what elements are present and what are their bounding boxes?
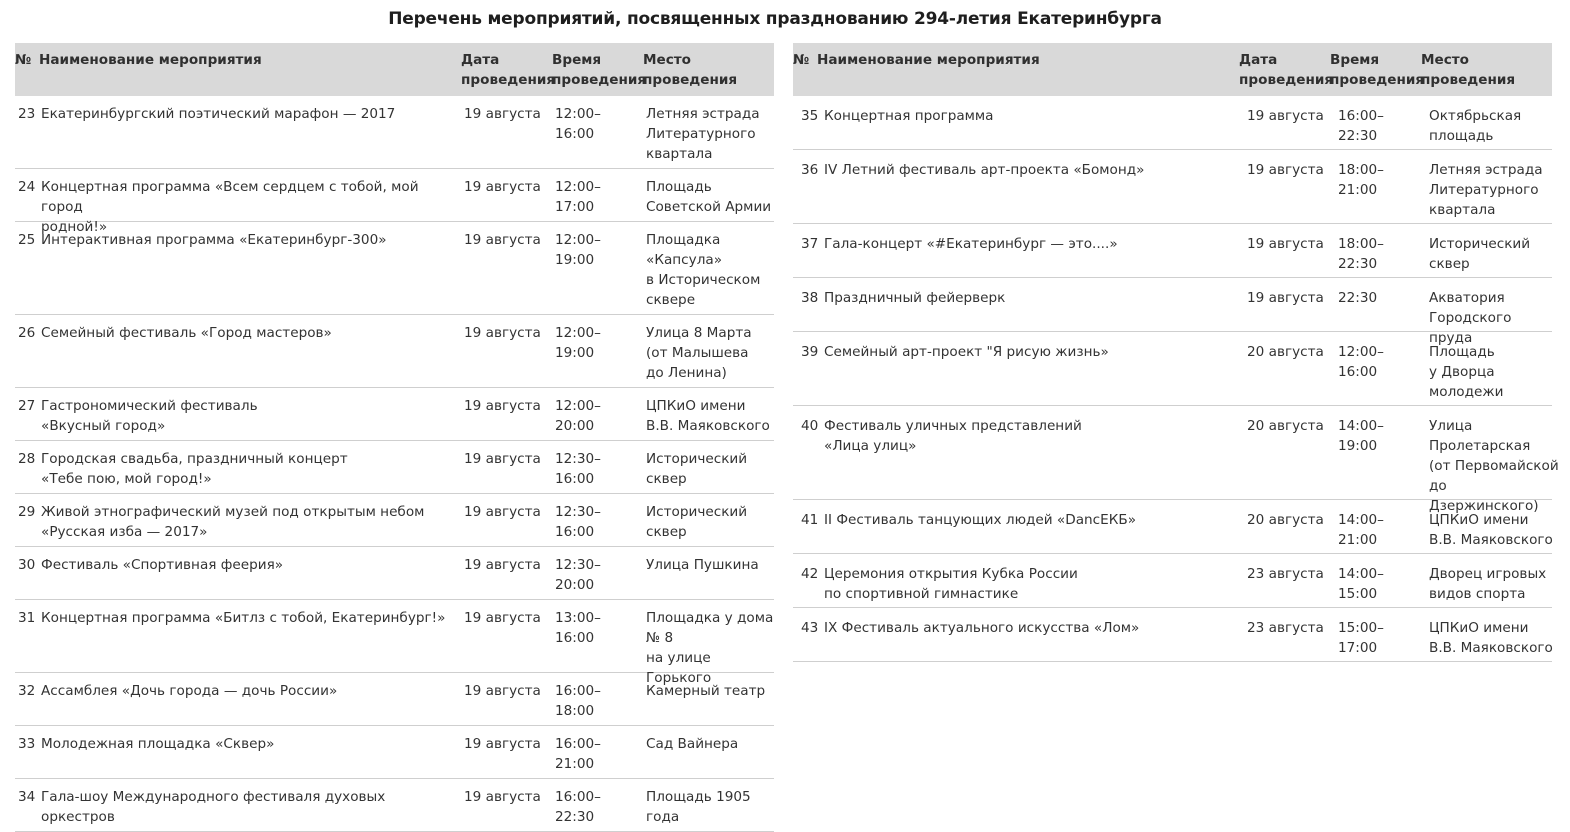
event-time-line: 22:30 xyxy=(555,809,595,825)
table-row xyxy=(15,315,774,388)
table-row xyxy=(15,441,774,494)
event-name xyxy=(41,230,456,250)
event-time-line: 16:00 xyxy=(1338,364,1378,380)
event-place xyxy=(1429,234,1559,274)
table-row xyxy=(793,150,1552,224)
event-time-line: 21:00 xyxy=(555,756,595,772)
event-name-line: Фестиваль уличных представлений xyxy=(824,418,1082,434)
event-place-line: Камерный театр xyxy=(646,683,766,699)
row-number: 37 xyxy=(801,236,819,252)
event-name xyxy=(41,681,456,701)
event-time xyxy=(555,681,625,721)
row-number: 40 xyxy=(801,418,819,434)
row-number: 39 xyxy=(801,344,819,360)
table-header xyxy=(793,43,1552,96)
table-row xyxy=(15,222,774,315)
event-name xyxy=(824,234,1239,254)
event-time-line: 18:00– xyxy=(1338,162,1384,178)
event-place-line: Исторический xyxy=(1429,236,1531,252)
event-time-line: 20:00 xyxy=(555,577,595,593)
event-place-line: В.В. Маяковского xyxy=(1429,640,1553,656)
event-time-line: 21:00 xyxy=(1338,532,1378,548)
event-name-line: Гала-шоу Международного фестиваля духовых оркестров xyxy=(41,789,386,825)
event-time xyxy=(1338,564,1408,604)
page-title: Перечень мероприятий, посвященных празднованию 294-летия Екатеринбурга xyxy=(388,9,1162,29)
event-date: 20 августа xyxy=(1247,344,1324,360)
event-date: 19 августа xyxy=(1247,290,1324,306)
event-time-line: 12:00– xyxy=(555,325,601,341)
event-place xyxy=(1429,106,1559,146)
event-time-line: 17:00 xyxy=(1338,640,1378,656)
event-place-line: В.В. Маяковского xyxy=(646,418,770,434)
event-time-line: 16:00 xyxy=(555,630,595,646)
event-date: 19 августа xyxy=(1247,162,1324,178)
row-number: 42 xyxy=(801,566,819,582)
event-date: 19 августа xyxy=(464,106,541,122)
event-place-line: Летняя эстрада xyxy=(1429,162,1543,178)
event-place-line: сквер xyxy=(646,524,687,540)
row-number: 31 xyxy=(18,610,36,626)
event-place-line: Улица xyxy=(1429,418,1473,434)
event-place-line: Улица 8 Марта xyxy=(646,325,752,341)
event-time xyxy=(555,177,625,217)
event-name-line: Семейный арт-проект "Я рисую жизнь» xyxy=(824,344,1109,360)
event-date: 19 августа xyxy=(464,451,541,467)
event-time xyxy=(1338,288,1408,308)
event-name-line: Церемония открытия Кубка России xyxy=(824,566,1078,582)
event-place xyxy=(646,555,776,575)
event-time xyxy=(555,449,625,489)
event-place-line: года xyxy=(646,809,680,825)
event-time-line: 21:00 xyxy=(1338,182,1378,198)
header-time: Время проведения xyxy=(552,52,647,88)
table-row xyxy=(15,779,774,832)
event-place xyxy=(1429,160,1559,220)
event-time-line: 12:00– xyxy=(1338,344,1384,360)
event-place-line: видов спорта xyxy=(1429,586,1526,602)
table-header xyxy=(15,43,774,96)
event-time-line: 12:30– xyxy=(555,504,601,520)
event-time-line: 12:30– xyxy=(555,557,601,573)
event-name-line: «Тебе пою, мой город!» xyxy=(41,471,212,487)
event-name xyxy=(824,106,1239,126)
table-row xyxy=(793,224,1552,278)
row-number: 33 xyxy=(18,736,36,752)
event-name xyxy=(824,288,1239,308)
event-name-line: Ассамблея «Дочь города — дочь России» xyxy=(41,683,338,699)
row-number: 26 xyxy=(18,325,36,341)
event-time xyxy=(555,608,625,648)
event-time xyxy=(1338,106,1408,146)
event-name xyxy=(41,449,456,489)
event-date: 19 августа xyxy=(464,398,541,414)
event-time xyxy=(555,323,625,363)
event-place-line: Площадка xyxy=(646,232,721,248)
event-time-line: 16:00– xyxy=(555,683,601,699)
event-place-line: молодежи xyxy=(1429,384,1504,400)
event-date: 19 августа xyxy=(1247,236,1324,252)
event-place-line: у Дворца xyxy=(1429,364,1495,380)
event-time-line: 13:00– xyxy=(555,610,601,626)
header-date: Дата проведения xyxy=(1239,52,1334,88)
event-name xyxy=(41,104,456,124)
event-name xyxy=(824,510,1239,530)
table-row xyxy=(15,388,774,441)
event-date: 19 августа xyxy=(464,610,541,626)
event-place xyxy=(646,449,776,489)
event-name xyxy=(41,734,456,754)
event-place-line: Советской Армии xyxy=(646,199,772,215)
row-number: 41 xyxy=(801,512,819,528)
table-row xyxy=(15,494,774,547)
event-date: 20 августа xyxy=(1247,418,1324,434)
event-name xyxy=(41,502,456,542)
table-row xyxy=(793,278,1552,346)
event-time-line: 12:00– xyxy=(555,232,601,248)
header-place: Место проведения xyxy=(643,52,738,88)
event-place-line: Акватория xyxy=(1429,290,1505,306)
header-place: Место проведения xyxy=(1421,52,1516,88)
header-date: Дата проведения xyxy=(461,52,556,88)
event-name-line: родной!» xyxy=(41,219,108,235)
event-name-line: Праздничный фейерверк xyxy=(824,290,1006,306)
event-name xyxy=(824,342,1239,362)
event-place-line: сквере xyxy=(646,292,696,308)
event-time-line: 16:00– xyxy=(555,736,601,752)
row-number: 43 xyxy=(801,620,819,636)
event-place-line: Литературного xyxy=(646,126,756,142)
event-place-line: Исторический xyxy=(646,504,748,520)
row-number: 27 xyxy=(18,398,36,414)
event-place-line: Площадка у дома xyxy=(646,610,774,626)
event-place-line: Дворец игровых xyxy=(1429,566,1547,582)
event-time-line: 16:00 xyxy=(555,471,595,487)
event-time-line: 17:00 xyxy=(555,199,595,215)
event-place xyxy=(646,502,776,542)
event-time-line: 12:30– xyxy=(555,451,601,467)
event-name xyxy=(41,555,456,575)
event-time-line: 18:00 xyxy=(555,703,595,719)
event-date: 19 августа xyxy=(464,232,541,248)
event-time xyxy=(1338,416,1408,456)
event-time-line: 15:00 xyxy=(1338,586,1378,602)
event-place-line: до Ленина) xyxy=(646,365,727,381)
event-place xyxy=(646,104,776,164)
row-number: 25 xyxy=(18,232,36,248)
event-name-line: Семейный фестиваль «Город мастеров» xyxy=(41,325,332,341)
event-date: 19 августа xyxy=(464,504,541,520)
event-time xyxy=(555,230,625,270)
event-place-line: Площадь xyxy=(1429,344,1495,360)
event-time-line: 16:00– xyxy=(1338,108,1384,124)
event-name xyxy=(824,160,1239,180)
event-date: 19 августа xyxy=(464,557,541,573)
row-number: 24 xyxy=(18,179,36,195)
event-time-line: 15:00– xyxy=(1338,620,1384,636)
event-place-line: «Капсула» xyxy=(646,252,723,268)
event-name-line: Интерактивная программа «Екатеринбург-300» xyxy=(41,232,387,248)
event-place-line: Пролетарская xyxy=(1429,438,1531,454)
table-row xyxy=(793,554,1552,608)
event-place-line: до Дзержинского) xyxy=(1429,478,1539,514)
event-time-line: 22:30 xyxy=(1338,256,1378,272)
event-time-line: 14:00– xyxy=(1338,418,1384,434)
table-row xyxy=(15,96,774,169)
table-row xyxy=(793,96,1552,150)
row-number: 38 xyxy=(801,290,819,306)
event-name-line: Концертная программа «Битлз с тобой, Екатеринбург!» xyxy=(41,610,446,626)
events-table-right xyxy=(793,43,1559,662)
event-place xyxy=(646,787,776,827)
table-row xyxy=(793,500,1552,554)
event-time xyxy=(1338,618,1408,658)
event-place-line: В.В. Маяковского xyxy=(1429,532,1553,548)
event-time-line: 22:30 xyxy=(1338,128,1378,144)
event-date: 19 августа xyxy=(464,325,541,341)
event-time-line: 22:30 xyxy=(1338,290,1378,306)
event-time-line: 20:00 xyxy=(555,418,595,434)
header-time: Время проведения xyxy=(1330,52,1425,88)
event-time xyxy=(1338,342,1408,382)
row-number: 34 xyxy=(18,789,36,805)
event-name-line: Концертная программа xyxy=(824,108,994,124)
event-place-line: Площадь xyxy=(646,179,712,195)
header-number: № xyxy=(15,52,32,68)
event-name xyxy=(824,564,1239,604)
event-time xyxy=(555,396,625,436)
table-row xyxy=(15,547,774,600)
event-time xyxy=(555,787,625,827)
event-name-line: Гала-концерт «#Екатеринбург — это....» xyxy=(824,236,1118,252)
event-place xyxy=(1429,342,1559,402)
event-time xyxy=(555,104,625,144)
event-place-line: Городского пруда xyxy=(1429,310,1512,346)
event-name-line: Живой этнографический музей под открытым небом xyxy=(41,504,425,520)
event-name xyxy=(824,618,1239,638)
header-event-name: Наименование мероприятия xyxy=(39,52,262,68)
event-time-line: 12:00– xyxy=(555,106,601,122)
event-place-line: (от Первомайской xyxy=(1429,458,1559,474)
event-name-line: IX Фестиваль актуального искусства «Лом» xyxy=(824,620,1140,636)
event-place-line: в Историческом xyxy=(646,272,761,288)
event-name-line: «Вкусный город» xyxy=(41,418,166,434)
table-row xyxy=(15,726,774,779)
header-number: № xyxy=(793,52,810,68)
event-time-line: 18:00– xyxy=(1338,236,1384,252)
row-number: 36 xyxy=(801,162,819,178)
event-time-line: 16:00 xyxy=(555,524,595,540)
row-number: 29 xyxy=(18,504,36,520)
event-place xyxy=(646,177,776,217)
event-time-line: 12:00– xyxy=(555,179,601,195)
event-time-line: 16:00– xyxy=(555,789,601,805)
event-place xyxy=(646,323,776,383)
event-place-line: ЦПКиО имени xyxy=(646,398,746,414)
event-date: 23 августа xyxy=(1247,620,1324,636)
event-name-line: Гастрономический фестиваль xyxy=(41,398,258,414)
table-row xyxy=(15,169,774,235)
event-place xyxy=(646,230,776,310)
event-date: 19 августа xyxy=(464,736,541,752)
row-number: 32 xyxy=(18,683,36,699)
event-place-line: Площадь 1905 xyxy=(646,789,751,805)
event-time xyxy=(555,555,625,595)
event-place-line: сквер xyxy=(1429,256,1470,272)
event-date: 19 августа xyxy=(464,179,541,195)
event-time-line: 19:00 xyxy=(1338,438,1378,454)
event-time xyxy=(1338,510,1408,550)
event-place xyxy=(646,396,776,436)
event-place-line: на улице Горького xyxy=(646,650,712,686)
event-time-line: 14:00– xyxy=(1338,512,1384,528)
event-place-line: квартала xyxy=(646,146,713,162)
event-place-line: (от Малышева xyxy=(646,345,749,361)
event-place-line: Улица Пушкина xyxy=(646,557,759,573)
event-place xyxy=(1429,618,1559,658)
table-row xyxy=(15,673,774,726)
event-name xyxy=(41,787,456,827)
event-name-line: Фестиваль «Спортивная феерия» xyxy=(41,557,284,573)
event-time xyxy=(555,734,625,774)
event-place-line: квартала xyxy=(1429,202,1496,218)
events-table-left xyxy=(15,43,774,832)
event-time-line: 19:00 xyxy=(555,345,595,361)
event-name-line: II Фестиваль танцующих людей «DancЕКБ» xyxy=(824,512,1137,528)
event-place-line: ЦПКиО имени xyxy=(1429,620,1529,636)
event-date: 19 августа xyxy=(1247,108,1324,124)
event-name-line: по спортивной гимнастике xyxy=(824,586,1019,602)
row-number: 35 xyxy=(801,108,819,124)
event-place-line: Литературного xyxy=(1429,182,1539,198)
event-place-line: Сад Вайнера xyxy=(646,736,739,752)
event-place-line: Октябрьская xyxy=(1429,108,1522,124)
event-place xyxy=(1429,564,1559,604)
event-name-line: Молодежная площадка «Сквер» xyxy=(41,736,275,752)
event-place xyxy=(646,734,776,754)
event-place-line: Летняя эстрада xyxy=(646,106,760,122)
event-date: 19 августа xyxy=(464,683,541,699)
table-row xyxy=(15,600,774,686)
event-time-line: 19:00 xyxy=(555,252,595,268)
row-number: 30 xyxy=(18,557,36,573)
event-place-line: сквер xyxy=(646,471,687,487)
table-row xyxy=(793,406,1559,514)
event-name-line: Концертная программа «Всем сердцем с тобой, мой город xyxy=(41,179,419,215)
event-name-line: «Лица улиц» xyxy=(824,438,917,454)
event-time xyxy=(555,502,625,542)
event-time xyxy=(1338,234,1408,274)
event-time-line: 16:00 xyxy=(555,126,595,142)
event-place-line: площадь xyxy=(1429,128,1494,144)
event-place-line: Исторический xyxy=(646,451,748,467)
event-name-line: «Русская изба — 2017» xyxy=(41,524,208,540)
row-number: 28 xyxy=(18,451,36,467)
header-event-name: Наименование мероприятия xyxy=(817,52,1040,68)
event-name-line: Городская свадьба, праздничный концерт xyxy=(41,451,348,467)
event-time-line: 14:00– xyxy=(1338,566,1384,582)
event-date: 20 августа xyxy=(1247,512,1324,528)
event-place-line: № 8 xyxy=(646,630,674,646)
event-name xyxy=(41,323,456,343)
event-name xyxy=(41,396,456,436)
event-date: 19 августа xyxy=(464,789,541,805)
event-place xyxy=(646,681,776,701)
table-row xyxy=(793,608,1552,662)
event-time-line: 12:00– xyxy=(555,398,601,414)
row-number: 23 xyxy=(18,106,36,122)
event-date: 23 августа xyxy=(1247,566,1324,582)
event-name-line: IV Летний фестиваль арт-проекта «Бомонд» xyxy=(824,162,1145,178)
event-place xyxy=(1429,510,1559,550)
event-name xyxy=(41,608,456,628)
event-name-line: Екатеринбургский поэтический марафон — 2017 xyxy=(41,106,396,122)
table-row xyxy=(793,332,1552,406)
event-name xyxy=(824,416,1239,456)
event-time xyxy=(1338,160,1408,200)
event-place-line: ЦПКиО имени xyxy=(1429,512,1529,528)
